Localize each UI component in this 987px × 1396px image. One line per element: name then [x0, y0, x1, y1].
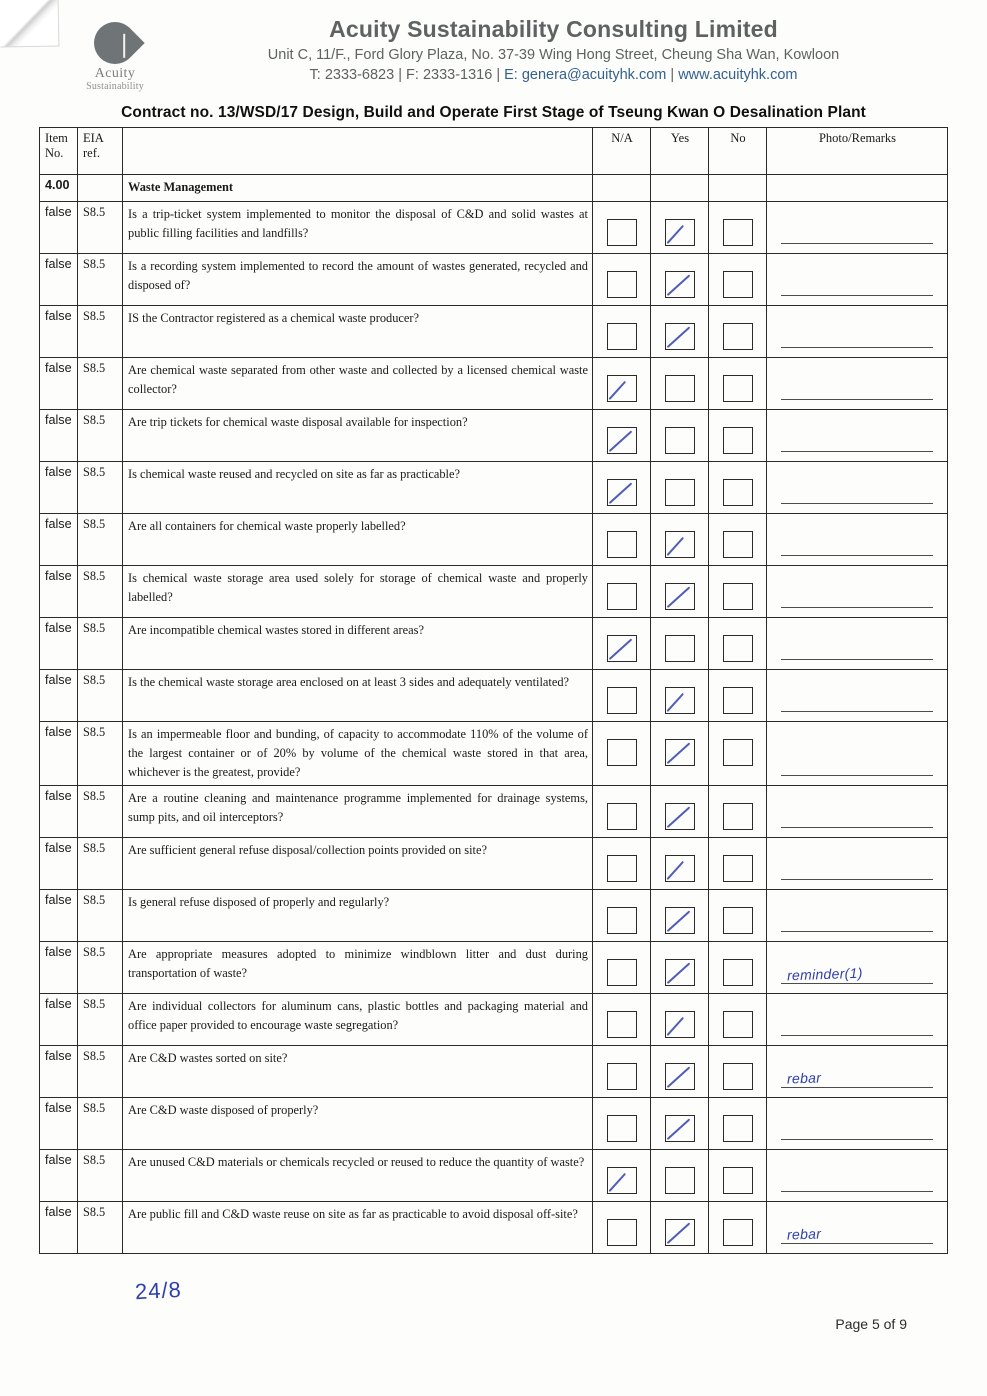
checkbox-yes-cell[interactable] — [651, 201, 709, 253]
remark-writing-line — [781, 451, 933, 452]
row-eia-ref: S8.5 — [78, 1202, 123, 1254]
remark-writing-line — [781, 1035, 933, 1036]
table-row — [40, 942, 948, 994]
letterhead — [0, 0, 987, 92]
row-number: false — [40, 461, 78, 513]
checkbox-na-cell[interactable] — [593, 201, 651, 253]
checkbox-yes[interactable] — [665, 323, 695, 350]
row-eia-ref: S8.5 — [78, 1098, 123, 1150]
leaf-drop-icon — [94, 22, 136, 64]
company-logo — [40, 16, 190, 92]
checkbox-yes-cell[interactable] — [651, 617, 709, 669]
checkbox-na-cell[interactable] — [593, 253, 651, 305]
remark-text: reminder(1) — [786, 964, 863, 984]
company-contact — [190, 67, 917, 83]
company-address: Unit C, 11/F., Ford Glory Plaza, No. 37-39 Wing Hong Street, Cheung Sha Wan, Kowloon — [267, 47, 840, 64]
section-yes-cell — [651, 175, 709, 201]
remark-writing-line — [781, 1243, 933, 1244]
checkbox-yes[interactable] — [665, 959, 695, 986]
row-description: Are individual collectors for aluminum cans, plastic bottles and packaging material and office paper provided to encourage waste segregation? — [123, 994, 593, 1046]
row-number: false — [40, 1150, 78, 1202]
checkbox-yes-cell[interactable] — [651, 721, 709, 786]
checkbox-na-cell[interactable] — [593, 409, 651, 461]
row-description: Is an impermeable floor and bunding, of capacity to accommodate 110% of the volume of the largest container or of 20% by volume of the chemical waste stored in that area, whichever is the greatest, provide? — [123, 721, 593, 786]
row-description: Are unused C&D materials or chemicals recycled or reused to reduce the quantity of waste? — [123, 1150, 593, 1202]
row-eia-ref: S8.5 — [78, 721, 123, 786]
checkbox-no[interactable] — [723, 271, 753, 298]
checkbox-no-cell[interactable] — [709, 890, 767, 942]
remark-writing-line — [781, 711, 933, 712]
table-row — [40, 461, 948, 513]
row-description: Are C&D wastes sorted on site? — [123, 1046, 593, 1098]
logo-subtitle: Sustainability — [86, 81, 144, 93]
row-number: false — [40, 305, 78, 357]
checkbox-no-cell[interactable] — [709, 721, 767, 786]
row-description: Is a trip-ticket system implemented to monitor the disposal of C&D and solid wastes at public filling facilities and landfills? — [123, 201, 593, 253]
remark-writing-line — [781, 775, 933, 776]
section-eia — [78, 175, 123, 201]
checkbox-no-cell[interactable] — [709, 942, 767, 994]
checkbox-no-cell[interactable] — [709, 565, 767, 617]
checkbox-na-cell[interactable] — [593, 669, 651, 721]
header-no: No — [709, 128, 767, 175]
row-eia-ref: S8.5 — [78, 890, 123, 942]
row-number: false — [40, 669, 78, 721]
checkbox-na[interactable] — [607, 323, 637, 350]
checkbox-yes[interactable] — [665, 583, 695, 610]
checkbox-yes[interactable] — [665, 375, 695, 402]
table-body — [40, 175, 948, 1254]
row-eia-ref: S8.5 — [78, 1150, 123, 1202]
checkbox-na-cell[interactable] — [593, 565, 651, 617]
photo-remarks-cell[interactable] — [767, 617, 948, 669]
checkbox-no-cell[interactable] — [709, 617, 767, 669]
checkbox-na-cell[interactable] — [593, 513, 651, 565]
checkbox-yes-cell[interactable] — [651, 890, 709, 942]
checkbox-na-cell[interactable] — [593, 838, 651, 890]
row-eia-ref: S8.5 — [78, 994, 123, 1046]
photo-remarks-cell[interactable] — [767, 565, 948, 617]
remark-writing-line — [781, 503, 933, 504]
row-eia-ref: S8.5 — [78, 461, 123, 513]
checkbox-na-cell[interactable] — [593, 305, 651, 357]
checkbox-no-cell[interactable] — [709, 253, 767, 305]
checkbox-yes-cell[interactable] — [651, 838, 709, 890]
checkbox-na-cell[interactable] — [593, 617, 651, 669]
checkbox-na[interactable] — [607, 1063, 637, 1090]
checkbox-na-cell[interactable] — [593, 942, 651, 994]
table-row — [40, 1202, 948, 1254]
remark-writing-line — [781, 983, 933, 984]
photo-remarks-cell[interactable] — [767, 1098, 948, 1150]
table-row — [40, 838, 948, 890]
checkbox-yes-cell[interactable] — [651, 1202, 709, 1254]
checkbox-na-cell[interactable] — [593, 357, 651, 409]
checkbox-na[interactable] — [607, 531, 637, 558]
row-eia-ref: S8.5 — [78, 305, 123, 357]
checkbox-no[interactable] — [723, 1219, 753, 1246]
row-number: false — [40, 1098, 78, 1150]
checkbox-na[interactable] — [607, 1219, 637, 1246]
table-row — [40, 786, 948, 838]
checkbox-na-cell[interactable] — [593, 994, 651, 1046]
checkbox-yes[interactable] — [665, 1011, 695, 1038]
photo-remarks-cell[interactable] — [767, 357, 948, 409]
photo-remarks-cell[interactable] — [767, 669, 948, 721]
checkbox-na-cell[interactable] — [593, 1202, 651, 1254]
company-name: Acuity Sustainability Consulting Limited — [329, 16, 778, 42]
row-number: false — [40, 1046, 78, 1098]
checkbox-yes-cell[interactable] — [651, 1150, 709, 1202]
row-eia-ref: S8.5 — [78, 409, 123, 461]
checkbox-yes-cell[interactable] — [651, 513, 709, 565]
row-description: Are C&D waste disposed of properly? — [123, 1098, 593, 1150]
remark-writing-line — [781, 1087, 933, 1088]
row-eia-ref: S8.5 — [78, 669, 123, 721]
checkbox-yes[interactable] — [665, 803, 695, 830]
checkbox-no[interactable] — [723, 635, 753, 662]
section-photo-cell — [767, 175, 948, 201]
checkbox-no[interactable] — [723, 1115, 753, 1142]
remark-writing-line — [781, 1191, 933, 1192]
table-row — [40, 890, 948, 942]
checkbox-yes[interactable] — [665, 427, 695, 454]
row-number: false — [40, 994, 78, 1046]
header-eia: EIA ref. — [78, 128, 123, 175]
checkbox-no-cell[interactable] — [709, 305, 767, 357]
row-description: Are trip tickets for chemical waste disposal available for inspection? — [123, 409, 593, 461]
checkbox-na[interactable] — [607, 375, 637, 402]
row-number: false — [40, 1202, 78, 1254]
checkbox-yes[interactable] — [665, 907, 695, 934]
table-row — [40, 513, 948, 565]
checkbox-yes-cell[interactable] — [651, 565, 709, 617]
photo-remarks-cell[interactable] — [767, 994, 948, 1046]
photo-remarks-cell[interactable] — [767, 890, 948, 942]
checkbox-no-cell[interactable] — [709, 994, 767, 1046]
remark-writing-line — [781, 879, 933, 880]
row-number: false — [40, 890, 78, 942]
checkbox-no-cell[interactable] — [709, 461, 767, 513]
checkbox-no[interactable] — [723, 219, 753, 246]
checkbox-na-cell[interactable] — [593, 890, 651, 942]
header-yes: Yes — [651, 128, 709, 175]
photo-remarks-cell[interactable] — [767, 513, 948, 565]
checkbox-yes-cell[interactable] — [651, 409, 709, 461]
table-row — [40, 409, 948, 461]
checkbox-yes[interactable] — [665, 1063, 695, 1090]
section-no-cell — [709, 175, 767, 201]
section-number: 4.00 — [40, 175, 78, 201]
checkbox-na[interactable] — [607, 427, 637, 454]
photo-remarks-cell[interactable] — [767, 1150, 948, 1202]
row-description: Are a routine cleaning and maintenance programme implemented for drainage systems, sump pits, and oil interceptors? — [123, 786, 593, 838]
remark-writing-line — [781, 555, 933, 556]
remark-writing-line — [781, 1139, 933, 1140]
checkbox-no[interactable] — [723, 959, 753, 986]
website[interactable]: www.acuityhk.com — [678, 67, 798, 83]
checkbox-yes[interactable] — [665, 1115, 695, 1142]
row-description: Is chemical waste reused and recycled on site as far as practicable? — [123, 461, 593, 513]
fax: F: 2333-1316 — [406, 67, 493, 83]
checkbox-no-cell[interactable] — [709, 1202, 767, 1254]
checkbox-no-cell[interactable] — [709, 1098, 767, 1150]
checkbox-yes-cell[interactable] — [651, 357, 709, 409]
checkbox-na[interactable] — [607, 635, 637, 662]
table-header-row — [40, 128, 948, 175]
checkbox-yes[interactable] — [665, 479, 695, 506]
checkbox-na[interactable] — [607, 687, 637, 714]
checkbox-na-cell[interactable] — [593, 461, 651, 513]
company-details — [190, 16, 947, 83]
table-row — [40, 253, 948, 305]
row-number: false — [40, 565, 78, 617]
remark-writing-line — [781, 295, 933, 296]
remark-text: rebar — [786, 1225, 822, 1243]
separator-3: | — [670, 67, 675, 83]
checkbox-na[interactable] — [607, 271, 637, 298]
checkbox-yes-cell[interactable] — [651, 786, 709, 838]
checkbox-no-cell[interactable] — [709, 838, 767, 890]
row-eia-ref: S8.5 — [78, 513, 123, 565]
contract-title: Contract no. 13/WSD/17 Design, Build and Operate First Stage of Tseung Kwan O Desalination Plant — [121, 104, 866, 122]
table-row — [40, 994, 948, 1046]
checkbox-no[interactable] — [723, 323, 753, 350]
row-eia-ref: S8.5 — [78, 201, 123, 253]
checkbox-yes[interactable] — [665, 219, 695, 246]
checkbox-yes[interactable] — [665, 739, 695, 766]
checkbox-yes-cell[interactable] — [651, 942, 709, 994]
remark-writing-line — [781, 607, 933, 608]
checkbox-no[interactable] — [723, 803, 753, 830]
header-item — [40, 128, 78, 175]
row-description: Is a recording system implemented to record the amount of wastes generated, recycled and disposed of? — [123, 253, 593, 305]
checkbox-no-cell[interactable] — [709, 786, 767, 838]
checkbox-yes[interactable] — [665, 855, 695, 882]
checkbox-na[interactable] — [607, 1011, 637, 1038]
header-description — [123, 128, 593, 175]
table-row — [40, 305, 948, 357]
checkbox-no[interactable] — [723, 1063, 753, 1090]
remark-writing-line — [781, 827, 933, 828]
row-number: false — [40, 942, 78, 994]
checkbox-yes[interactable] — [665, 1167, 695, 1194]
photo-remarks-cell[interactable] — [767, 409, 948, 461]
checkbox-na[interactable] — [607, 1167, 637, 1194]
section-na-cell — [593, 175, 651, 201]
table-row — [40, 1150, 948, 1202]
checkbox-yes-cell[interactable] — [651, 461, 709, 513]
row-description: Is the chemical waste storage area enclosed on at least 3 sides and adequately ventilated? — [123, 669, 593, 721]
row-number: false — [40, 201, 78, 253]
photo-remarks-cell[interactable] — [767, 1046, 948, 1098]
photo-remarks-cell[interactable] — [767, 1202, 948, 1254]
table-row — [40, 721, 948, 786]
checkbox-no[interactable] — [723, 583, 753, 610]
checkbox-yes[interactable] — [665, 635, 695, 662]
checkbox-yes[interactable] — [665, 531, 695, 558]
checkbox-na[interactable] — [607, 219, 637, 246]
checkbox-no[interactable] — [723, 907, 753, 934]
checkbox-yes-cell[interactable] — [651, 669, 709, 721]
handwritten-note: 24/8 — [134, 1276, 183, 1305]
checkbox-yes-cell[interactable] — [651, 1098, 709, 1150]
table-row — [40, 669, 948, 721]
checkbox-na[interactable] — [607, 1115, 637, 1142]
row-number: false — [40, 838, 78, 890]
row-number: false — [40, 617, 78, 669]
checkbox-yes-cell[interactable] — [651, 994, 709, 1046]
photo-remarks-cell[interactable] — [767, 305, 948, 357]
row-eia-ref: S8.5 — [78, 838, 123, 890]
checkbox-na-cell[interactable] — [593, 1150, 651, 1202]
page-number: Page 5 of 9 — [835, 1316, 907, 1332]
photo-remarks-cell[interactable] — [767, 461, 948, 513]
row-number: false — [40, 786, 78, 838]
row-number: false — [40, 253, 78, 305]
table-row — [40, 1098, 948, 1150]
checkbox-yes[interactable] — [665, 687, 695, 714]
row-eia-ref: S8.5 — [78, 617, 123, 669]
row-description: Are public fill and C&D waste reuse on site as far as practicable to avoid disposal off-site? — [123, 1202, 593, 1254]
row-eia-ref: S8.5 — [78, 357, 123, 409]
checkbox-na-cell[interactable] — [593, 1046, 651, 1098]
header-na: N/A — [593, 128, 651, 175]
remark-writing-line — [781, 931, 933, 932]
checkbox-na-cell[interactable] — [593, 786, 651, 838]
checkbox-na-cell[interactable] — [593, 1098, 651, 1150]
checkbox-no-cell[interactable] — [709, 357, 767, 409]
checkbox-na-cell[interactable] — [593, 721, 651, 786]
row-eia-ref: S8.5 — [78, 565, 123, 617]
logo-name: Acuity — [94, 66, 136, 81]
checkbox-no[interactable] — [723, 739, 753, 766]
row-description: Is general refuse disposed of properly and regularly? — [123, 890, 593, 942]
checkbox-na[interactable] — [607, 479, 637, 506]
photo-remarks-cell[interactable] — [767, 201, 948, 253]
row-number: false — [40, 357, 78, 409]
section-row — [40, 175, 948, 201]
table-row — [40, 357, 948, 409]
checkbox-no-cell[interactable] — [709, 409, 767, 461]
row-number: false — [40, 513, 78, 565]
row-number: false — [40, 721, 78, 786]
remark-writing-line — [781, 243, 933, 244]
checkbox-no-cell[interactable] — [709, 201, 767, 253]
checkbox-yes-cell[interactable] — [651, 1046, 709, 1098]
photo-remarks-cell[interactable] — [767, 253, 948, 305]
checkbox-na[interactable] — [607, 739, 637, 766]
checkbox-na[interactable] — [607, 907, 637, 934]
checkbox-no[interactable] — [723, 687, 753, 714]
row-description: Are sufficient general refuse disposal/collection points provided on site? — [123, 838, 593, 890]
header-item-sub-label: No. — [45, 146, 64, 161]
table-row — [40, 201, 948, 253]
checkbox-no[interactable] — [723, 1167, 753, 1194]
remark-writing-line — [781, 399, 933, 400]
row-eia-ref: S8.5 — [78, 1046, 123, 1098]
checkbox-na[interactable] — [607, 803, 637, 830]
row-eia-ref: S8.5 — [78, 942, 123, 994]
table-row — [40, 565, 948, 617]
header-photo-remarks: Photo/Remarks — [767, 128, 948, 175]
separator-2: | — [496, 67, 501, 83]
row-description: Are incompatible chemical wastes stored in different areas? — [123, 617, 593, 669]
checkbox-yes-cell[interactable] — [651, 253, 709, 305]
checkbox-no-cell[interactable] — [709, 669, 767, 721]
checkbox-na[interactable] — [607, 583, 637, 610]
remark-writing-line — [781, 347, 933, 348]
photo-remarks-cell[interactable] — [767, 838, 948, 890]
checkbox-no-cell[interactable] — [709, 1046, 767, 1098]
table-row — [40, 617, 948, 669]
checkbox-yes[interactable] — [665, 1219, 695, 1246]
row-description: IS the Contractor registered as a chemical waste producer? — [123, 305, 593, 357]
checkbox-yes[interactable] — [665, 271, 695, 298]
photo-remarks-cell[interactable] — [767, 942, 948, 994]
checkbox-yes-cell[interactable] — [651, 305, 709, 357]
row-eia-ref: S8.5 — [78, 786, 123, 838]
checkbox-no-cell[interactable] — [709, 513, 767, 565]
waste-management-checklist-table — [39, 127, 948, 1254]
row-number: false — [40, 409, 78, 461]
row-description: Is chemical waste storage area used solely for storage of chemical waste and properly labelled? — [123, 565, 593, 617]
row-eia-ref: S8.5 — [78, 253, 123, 305]
row-description: Are all containers for chemical waste properly labelled? — [123, 513, 593, 565]
checkbox-na[interactable] — [607, 855, 637, 882]
header-item-label: Item — [45, 131, 68, 146]
telephone: T: 2333-6823 — [309, 67, 395, 83]
row-description: Are chemical waste separated from other waste and collected by a licensed chemical waste collector? — [123, 357, 593, 409]
checkbox-na[interactable] — [607, 959, 637, 986]
remark-text: rebar — [786, 1069, 822, 1087]
checkbox-no[interactable] — [723, 531, 753, 558]
email[interactable]: E: genera@acuityhk.com — [504, 67, 667, 83]
checkbox-no[interactable] — [723, 1011, 753, 1038]
checkbox-no[interactable] — [723, 427, 753, 454]
checkbox-no[interactable] — [723, 375, 753, 402]
checkbox-no-cell[interactable] — [709, 1150, 767, 1202]
checkbox-no[interactable] — [723, 479, 753, 506]
row-description: Are appropriate measures adopted to minimize windblown litter and dust during transportation of waste? — [123, 942, 593, 994]
photo-remarks-cell[interactable] — [767, 786, 948, 838]
separator-1: | — [398, 67, 402, 83]
checkbox-no[interactable] — [723, 855, 753, 882]
photo-remarks-cell[interactable] — [767, 721, 948, 786]
remark-writing-line — [781, 659, 933, 660]
section-title: Waste Management — [123, 175, 593, 201]
table-row — [40, 1046, 948, 1098]
